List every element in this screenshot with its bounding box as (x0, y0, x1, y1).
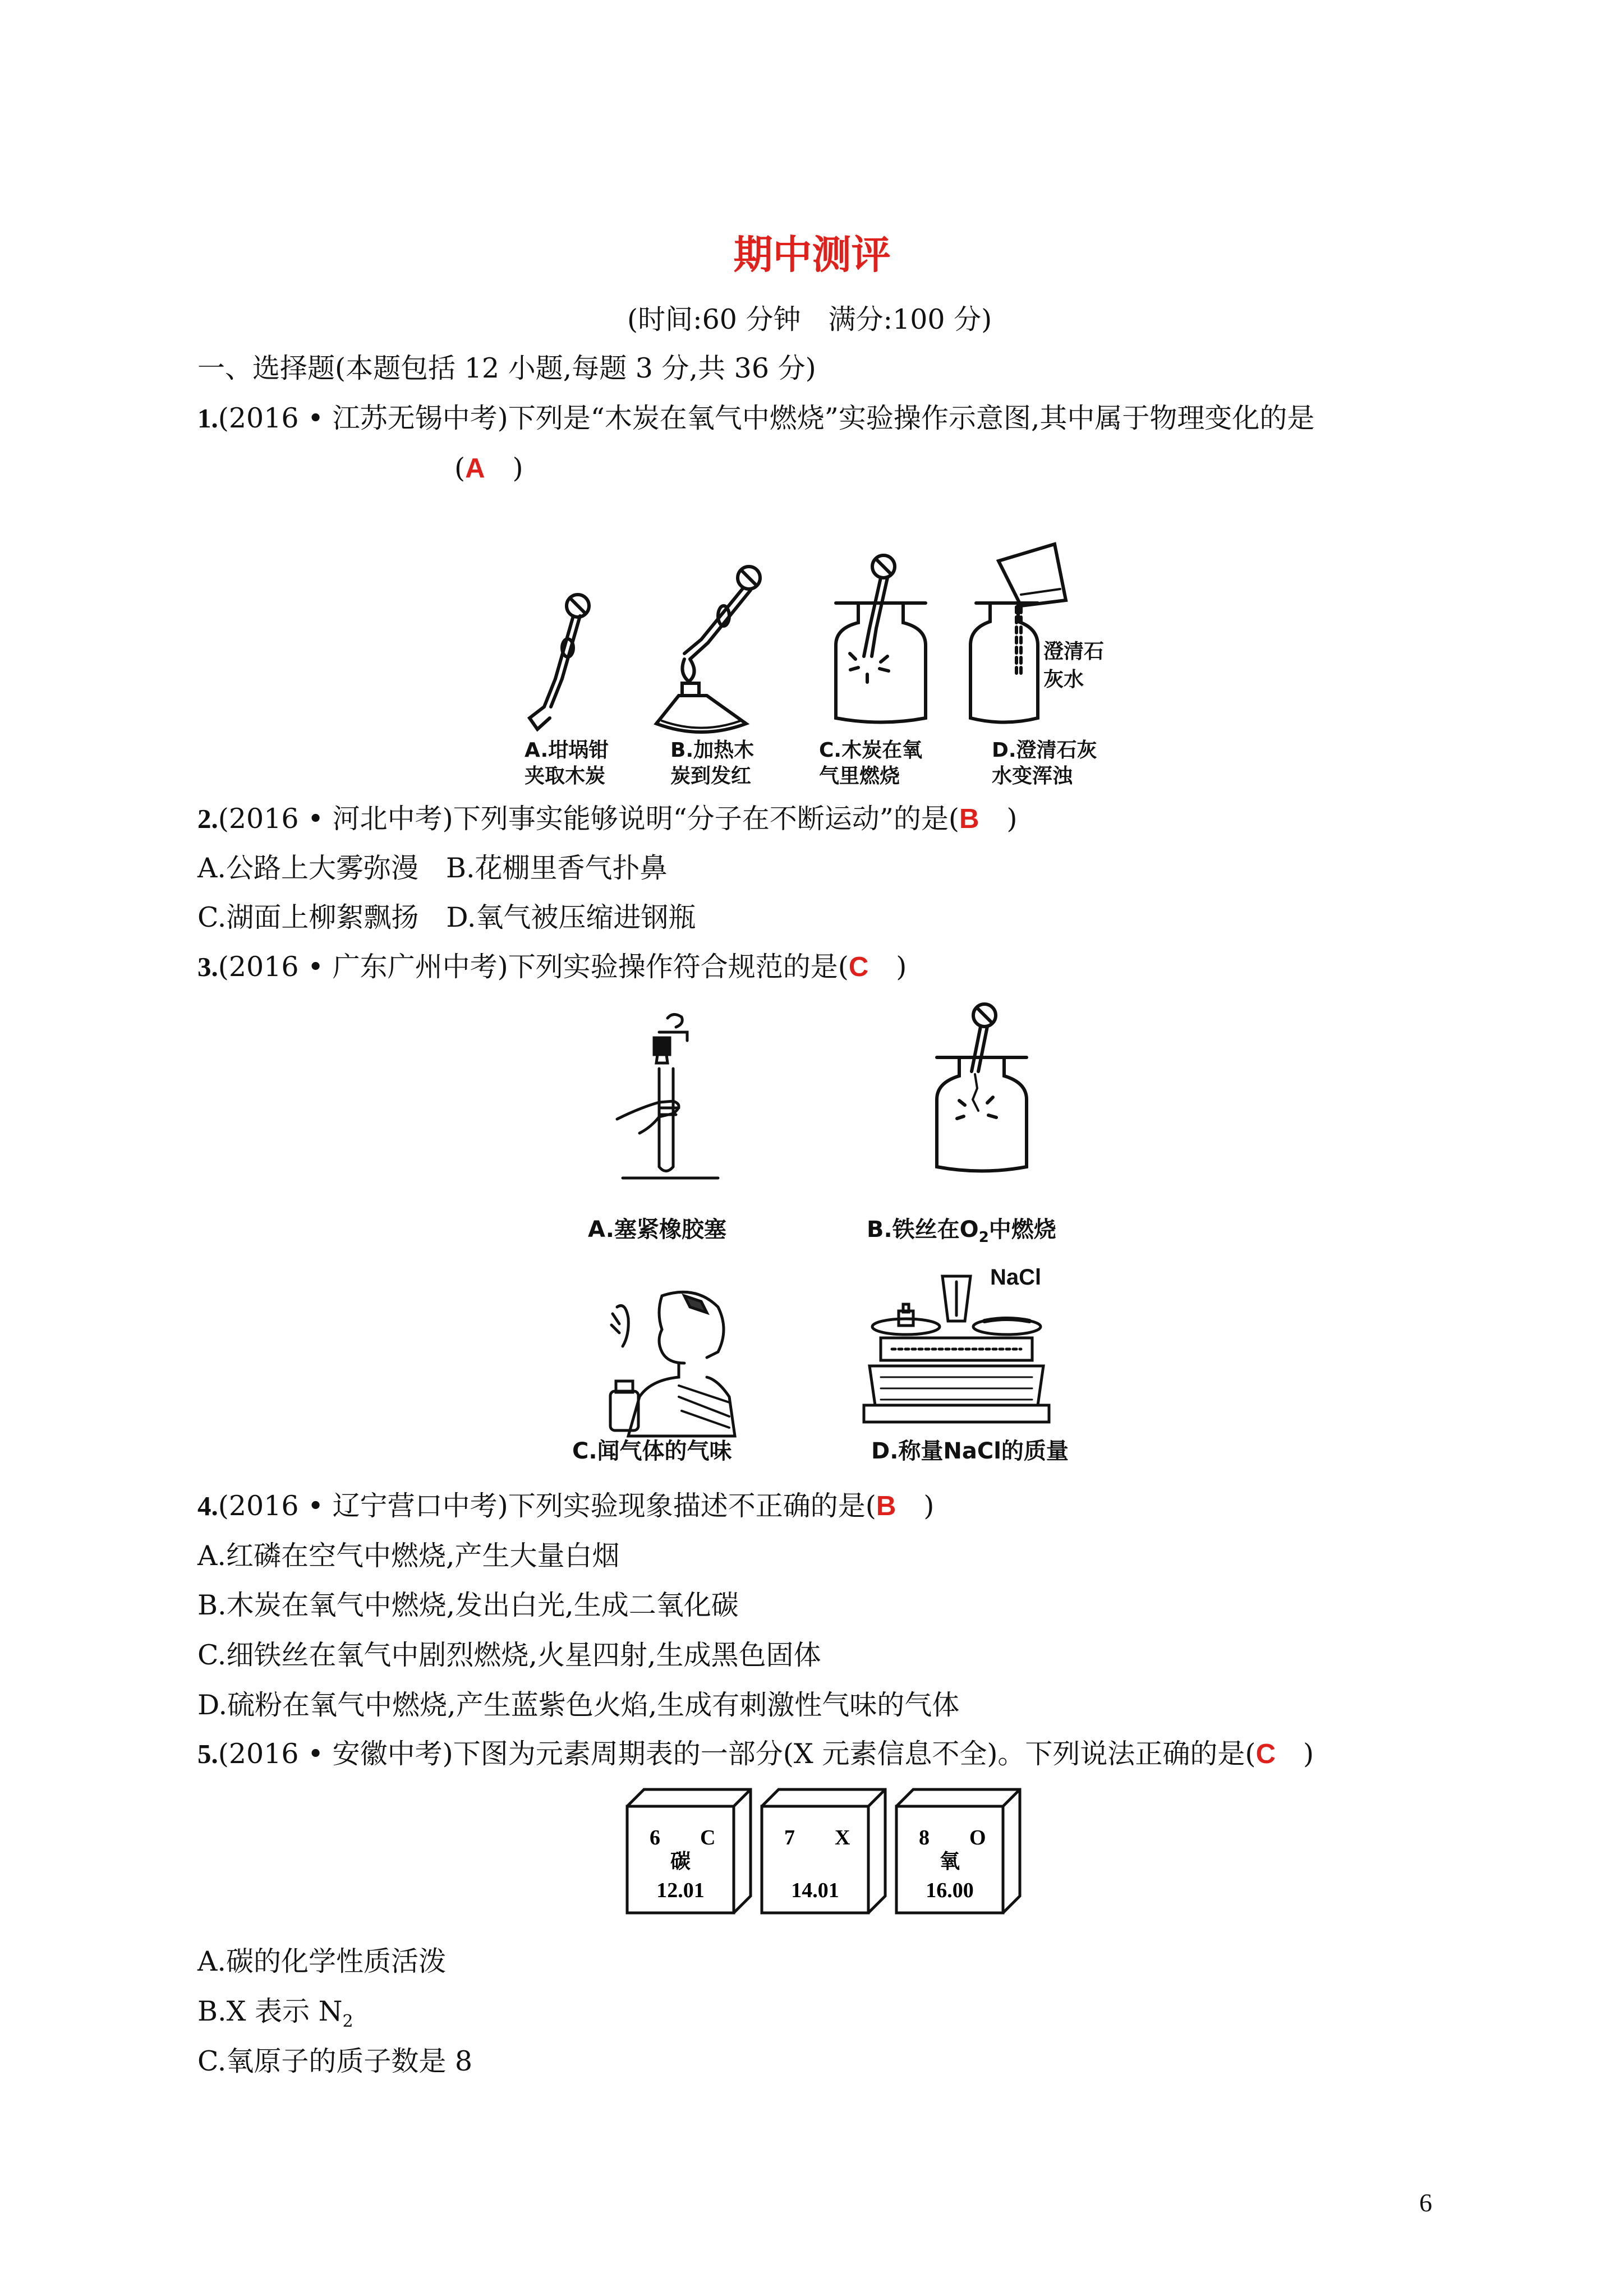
question-text: (2016 • 江苏无锡中考)下列是“木炭在氧气中燃烧”实验操作示意图,其中属于物理变化的是 (218, 402, 1315, 434)
periodic-table-cells (622, 1784, 1025, 1924)
page-number: 6 (1419, 2188, 1432, 2217)
element-symbol: C (700, 1826, 716, 1849)
atomic-mass: 16.00 (926, 1879, 974, 1902)
answer-slot-1: (A ) (454, 452, 523, 484)
option-b: B.X 表示 $N_2$ (197, 1995, 353, 2031)
figure-tongs-charcoal (522, 589, 600, 746)
page-title: 期中测评 (733, 231, 891, 278)
question-number: 1. (197, 403, 218, 434)
figure-caption-b: B.加热木 炭到发红 (670, 739, 755, 788)
question-4: 4.(2016 • 辽宁营口中考)下列实验现象描述不正确的是(B ) (197, 1490, 935, 1522)
figure-test-tube-stopper (606, 1007, 729, 1181)
exam-info: (时间:60 分钟 满分:100 分) (627, 303, 992, 335)
figure-caption-c: C.闻气体的气味 (572, 1438, 732, 1464)
option-c: C.细铁丝在氧气中剧烈燃烧,火星四射,生成黑色固体 (197, 1639, 821, 1671)
options-ab: A.公路上大雾弥漫 B.花棚里香气扑鼻 (197, 852, 668, 884)
element-name: 氧 (939, 1850, 960, 1873)
option-d: D.硫粉在氧气中燃烧,产生蓝紫色火焰,生成有刺激性气味的气体 (197, 1689, 960, 1721)
atomic-number: 8 (919, 1826, 930, 1849)
atomic-number: 6 (650, 1826, 660, 1849)
question-2: 2.(2016 • 河北中考)下列事实能够说明“分子在不断运动”的是(B ) (197, 803, 1018, 835)
atomic-number: 7 (784, 1826, 795, 1849)
figure-caption-d: D.称量NaCl的质量 (871, 1438, 1069, 1464)
figure-heating-charcoal (645, 555, 774, 746)
atomic-mass: 12.01 (656, 1879, 705, 1902)
figure-caption-a: A.塞紧橡胶塞 (588, 1217, 726, 1243)
answer-letter: C (848, 952, 869, 982)
question-3: 3.(2016 • 广东广州中考)下列实验操作符合规范的是(C ) (197, 951, 907, 983)
figure-caption-d: D.澄清石灰 水变浑浊 (992, 739, 1097, 788)
options-cd: C.湖面上柳絮飘扬 D.氧气被压缩进钢瓶 (197, 901, 696, 933)
figure-caption-a: A.坩埚钳 夹取木炭 (525, 739, 609, 788)
atomic-mass: 14.01 (791, 1879, 839, 1902)
figure-smelling-gas (595, 1285, 740, 1442)
figure-bottle-burning (825, 550, 937, 729)
option-c: C.氧原子的质子数是 8 (197, 2045, 473, 2077)
figure-label: NaCl (990, 1265, 1042, 1290)
figure-caption-b: B.铁丝在$O_2$中燃烧 (867, 1217, 1056, 1246)
option-a: A.碳的化学性质活泼 (197, 1945, 446, 1977)
figure-balance (858, 1265, 1055, 1433)
question-1 (197, 402, 1314, 435)
figure-iron-wire-burning (926, 999, 1038, 1178)
section-heading: 一、选择题(本题包括 12 小题,每题 3 分,共 36 分) (197, 352, 816, 384)
answer-letter: B (959, 804, 979, 834)
answer-letter: C (1255, 1739, 1276, 1769)
element-name: 碳 (670, 1850, 691, 1873)
option-b: B.木炭在氧气中燃烧,发出白光,生成二氧化碳 (197, 1589, 739, 1621)
figure-label: 澄清石 灰水 (1043, 640, 1105, 691)
answer-letter: B (876, 1491, 896, 1521)
option-a: A.红磷在空气中燃烧,产生大量白烟 (197, 1540, 620, 1572)
figure-limewater (965, 539, 1099, 729)
element-symbol: X (835, 1826, 850, 1849)
element-symbol: O (969, 1826, 986, 1849)
figure-caption-c: C.木炭在氧 气里燃烧 (819, 739, 923, 788)
question-5: 5.(2016 • 安徽中考)下图为元素周期表的一部分(X 元素信息不全)。下列说法正确的是(C ) (197, 1738, 1314, 1770)
answer-letter: A (465, 453, 485, 484)
